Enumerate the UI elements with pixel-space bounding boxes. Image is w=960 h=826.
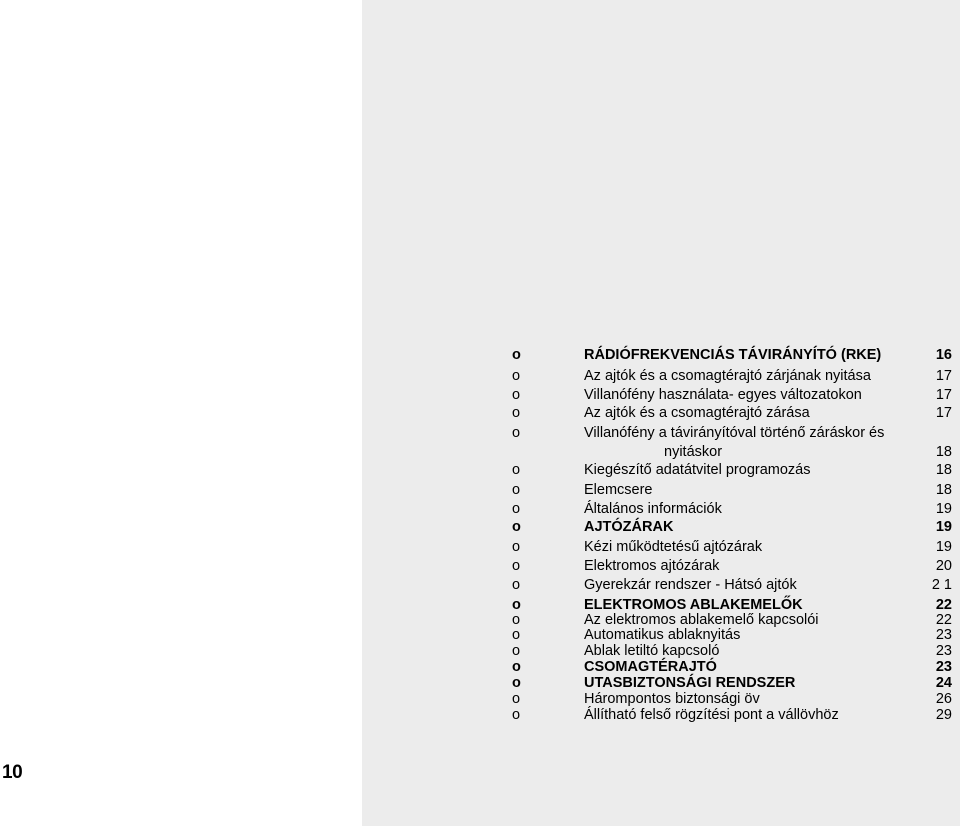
- toc-bullet: o: [512, 612, 521, 628]
- toc-title: Elektromos ajtózárak: [584, 558, 720, 574]
- toc-bullet: o: [512, 425, 521, 441]
- toc-page-number: 18: [935, 462, 952, 478]
- toc-title: Kiegészítő adatátvitel programozás: [584, 462, 811, 478]
- toc-title: Automatikus ablaknyitás: [584, 627, 741, 643]
- toc-page-number: 17: [935, 387, 952, 403]
- toc-page-number: 17: [935, 405, 952, 421]
- toc-bullet: o: [512, 691, 521, 707]
- toc-title: Az elektromos ablakemelő kapcsolói: [584, 612, 819, 628]
- toc-bullet: o: [512, 482, 521, 498]
- toc-bullet: o: [512, 462, 521, 478]
- toc-bullet: o: [512, 387, 521, 403]
- toc-title: CSOMAGTÉRAJTÓ: [584, 659, 717, 675]
- toc-bullet: o: [512, 558, 521, 574]
- toc-title: ELEKTROMOS ABLAKEMELŐK: [584, 597, 803, 613]
- toc-page-number: 19: [935, 539, 952, 555]
- toc-bullet: o: [512, 539, 521, 555]
- toc-title: Az ajtók és a csomagtérajtó zárjának nyitása: [584, 368, 871, 384]
- toc-bullet: o: [512, 405, 521, 421]
- toc-bullet: o: [512, 347, 521, 363]
- toc-page-number: 22: [935, 597, 952, 613]
- toc-page-number: 29: [935, 707, 952, 723]
- toc-page-number: 2 1: [931, 577, 952, 593]
- toc-title: Elemcsere: [584, 482, 653, 498]
- toc-title: RÁDIÓFREKVENCIÁS TÁVIRÁNYÍTÓ (RKE): [584, 347, 882, 363]
- toc-page-number: 18: [935, 482, 952, 498]
- toc-page-number: 18: [935, 444, 952, 460]
- toc-title: Az ajtók és a csomagtérajtó zárása: [584, 405, 810, 421]
- page-number: 10: [2, 762, 23, 783]
- toc-title: Általános információk: [584, 501, 722, 517]
- toc-bullet: o: [512, 659, 521, 675]
- toc-page-number: 16: [935, 347, 952, 363]
- toc-bullet: o: [512, 675, 521, 691]
- toc-title: nyitáskor: [664, 444, 723, 460]
- toc-bullet: o: [512, 501, 521, 517]
- toc-bullet: o: [512, 519, 521, 535]
- toc-title: Hárompontos biztonsági öv: [584, 691, 760, 707]
- toc-page-number: 19: [935, 519, 952, 535]
- toc-page-number: 23: [935, 643, 952, 659]
- toc-page-number: 23: [935, 659, 952, 675]
- toc-bullet: o: [512, 627, 521, 643]
- toc-title: Kézi működtetésű ajtózárak: [584, 539, 763, 555]
- toc-page-number: 23: [935, 627, 952, 643]
- toc-page-number: 17: [935, 368, 952, 384]
- toc-page-number: 24: [935, 675, 952, 691]
- toc-page-number: 26: [935, 691, 952, 707]
- toc-title: Állítható felső rögzítési pont a vállövhöz: [584, 707, 839, 723]
- toc-bullet: o: [512, 368, 521, 384]
- toc-title: Villanófény használata- egyes változatokon: [584, 387, 862, 403]
- toc-title: AJTÓZÁRAK: [584, 519, 674, 535]
- toc-bullet: o: [512, 597, 521, 613]
- toc-title: Gyerekzár rendszer - Hátsó ajtók: [584, 577, 797, 593]
- toc-page-number: 22: [935, 612, 952, 628]
- toc-title: UTASBIZTONSÁGI RENDSZER: [584, 675, 796, 691]
- toc-bullet: o: [512, 707, 521, 723]
- toc-bullet: o: [512, 577, 521, 593]
- toc-bullet: o: [512, 643, 521, 659]
- toc-page-number: 20: [935, 558, 952, 574]
- toc-title: Villanófény a távirányítóval történő záráskor és: [584, 425, 885, 441]
- toc-page-number: 19: [935, 501, 952, 517]
- toc-title: Ablak letiltó kapcsoló: [584, 643, 720, 659]
